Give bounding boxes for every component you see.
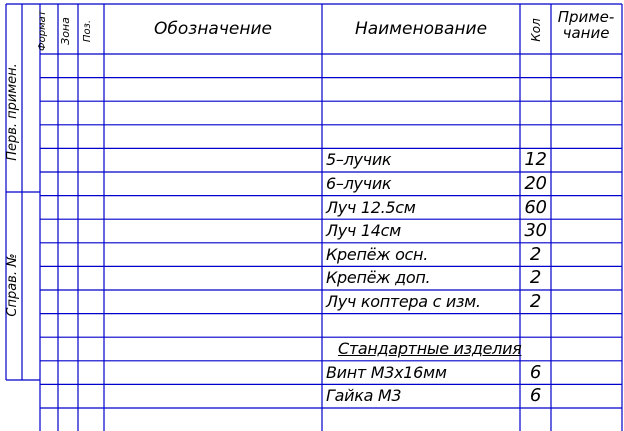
row-name: Луч 12.5см	[326, 197, 416, 217]
header-format: Формат	[37, 10, 48, 51]
header-quantity: Кол	[529, 18, 543, 42]
row-name: Крепёж доп.	[326, 268, 431, 288]
header-note-line2: чание	[562, 24, 610, 42]
row-quantity: 6	[529, 385, 542, 407]
row-quantity: 12	[524, 149, 547, 171]
header-name: Наименование	[354, 19, 488, 39]
header-zone: Зона	[59, 17, 72, 45]
side-first-use: Перв. примен.	[5, 63, 20, 161]
header-note	[550, 9, 622, 41]
side-reference-number: Справ. №	[5, 253, 20, 317]
row-name: Винт М3х16мм	[326, 362, 447, 382]
row-quantity: 2	[529, 291, 542, 312]
row-quantity: 6	[529, 361, 542, 383]
row-quantity: 20	[524, 173, 547, 194]
header-note-line1: Приме-	[557, 8, 615, 26]
header-position: Поз.	[82, 19, 93, 43]
row-name: 5–лучик	[326, 150, 392, 170]
row-name: Гайка М3	[326, 386, 402, 406]
row-name: Стандартные изделия	[338, 339, 522, 359]
row-name: 6–лучик	[326, 174, 392, 193]
row-name: Крепёж осн.	[326, 244, 428, 264]
row-quantity: 2	[529, 267, 542, 289]
header-designation: Обозначение	[154, 19, 272, 39]
row-name: Луч 14см	[326, 221, 401, 241]
row-quantity: 2	[529, 243, 542, 265]
row-quantity: 60	[524, 196, 547, 218]
row-quantity: 30	[524, 220, 547, 242]
row-name: Луч коптера с изм.	[326, 292, 481, 311]
